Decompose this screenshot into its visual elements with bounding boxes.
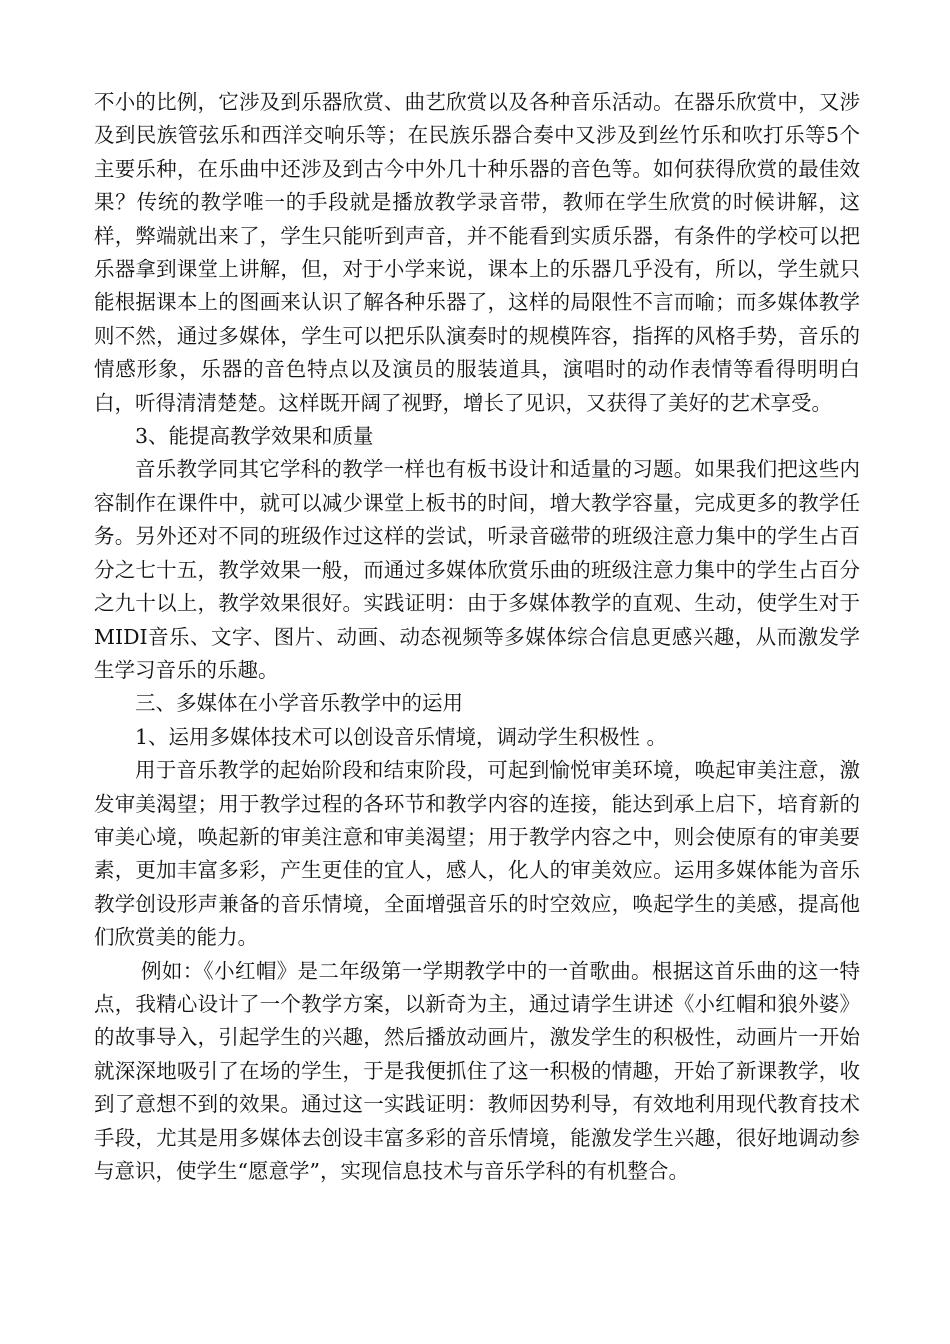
paragraph-aesthetic-effect: 用于音乐教学的起始阶段和结束阶段，可起到愉悦审美环境，唤起审美注意，激发审美渴望；用于教学过程的各环节和教学内容的连接，能达到承上启下，培育新的审美心境，唤起新的审美注意和审美渴望；用于教学内容之中，则会使原有的审美要素，更加丰富多彩，产生更佳的宜人，感人，化人的审美效应。运用多媒体能为音乐教学创设形声兼备的音乐情境，全面增强音乐的时空效应，唤起学生的美感，提高他们欣赏美的能力。 [94, 758, 860, 950]
paragraph-little-red-riding-hood-example: 例如：《小红帽》是二年级第一学期教学中的一首歌曲。根据这首乐曲的这一特点，我精心设计了一个教学方案，以新奇为主，通过请学生讲述《小红帽和狼外婆》的故事导入，引起学生的兴趣，然后播放动画片，激发学生的积极性，动画片一开始就深深地吸引了在场的学生，于是我便抓住了这一积极的情趣，开始了新课教学，收到了意想不到的效果。通过这一实践证明：教师因势利导，有效地利用现代教育技术手段，尤其是用多媒体去创设丰富多彩的音乐情境，能激发学生兴趣，很好地调动参与意识，使学生“愿意学”，实现信息技术与音乐学科的有机整合。 [94, 958, 860, 1183]
document-page [94, 86, 860, 1188]
section-heading-multimedia-application: 三、多媒体在小学音乐教学中的运用 [135, 691, 463, 716]
paragraph-instrument-appreciation: 不小的比例，它涉及到乐器欣赏、曲艺欣赏以及各种音乐活动。在器乐欣赏中，又涉及到民族管弦乐和西洋交响乐等；在民族乐器合奏中又涉及到丝竹乐和吹打乐等5个主要乐种，在乐曲中还涉及到古今中外几十种乐器的音色等。如何获得欣赏的最佳效果？传统的教学唯一的手段就是播放教学录音带，教师在学生欣赏的时候讲解，这样，弊端就出来了，学生只能听到声音，并不能看到实质乐器，有条件的学校可以把乐器拿到课堂上讲解，但，对于小学来说，课本上的乐器几乎没有，所以，学生就只能根据课本上的图画来认识了解各种乐器了，这样的局限性不言而喻；而多媒体教学则不然，通过多媒体，学生可以把乐队演奏时的规模阵容，指挥的风格手势，音乐的情感形象，乐器的音色特点以及演员的服装道具，演唱时的动作表情等看得明明白白，听得清清楚楚。这样既开阔了视野，增长了见识，又获得了美好的艺术享受。 [94, 90, 860, 415]
paragraph-teaching-capacity: 音乐教学同其它学科的教学一样也有板书设计和适量的习题。如果我们把这些内容制作在课件中，就可以减少课堂上板书的时间，增大教学容量，完成更多的教学任务。另外还对不同的班级作过这样的尝试，听录音磁带的班级注意力集中的学生占百分之七十五，教学效果一般，而通过多媒体欣赏乐曲的班级注意力集中的学生占百分之九十以上，教学效果很好。实践证明：由于多媒体教学的直观、生动，使学生对于MIDI音乐、文字、图片、动画、动态视频等多媒体综合信息更感兴趣，从而激发学生学习音乐的乐趣。 [94, 457, 860, 682]
heading-improve-teaching-quality: 3、能提高教学效果和质量 [135, 424, 374, 449]
heading-create-music-context: 1、运用多媒体技术可以创设音乐情境，调动学生积极性 。 [135, 724, 668, 749]
